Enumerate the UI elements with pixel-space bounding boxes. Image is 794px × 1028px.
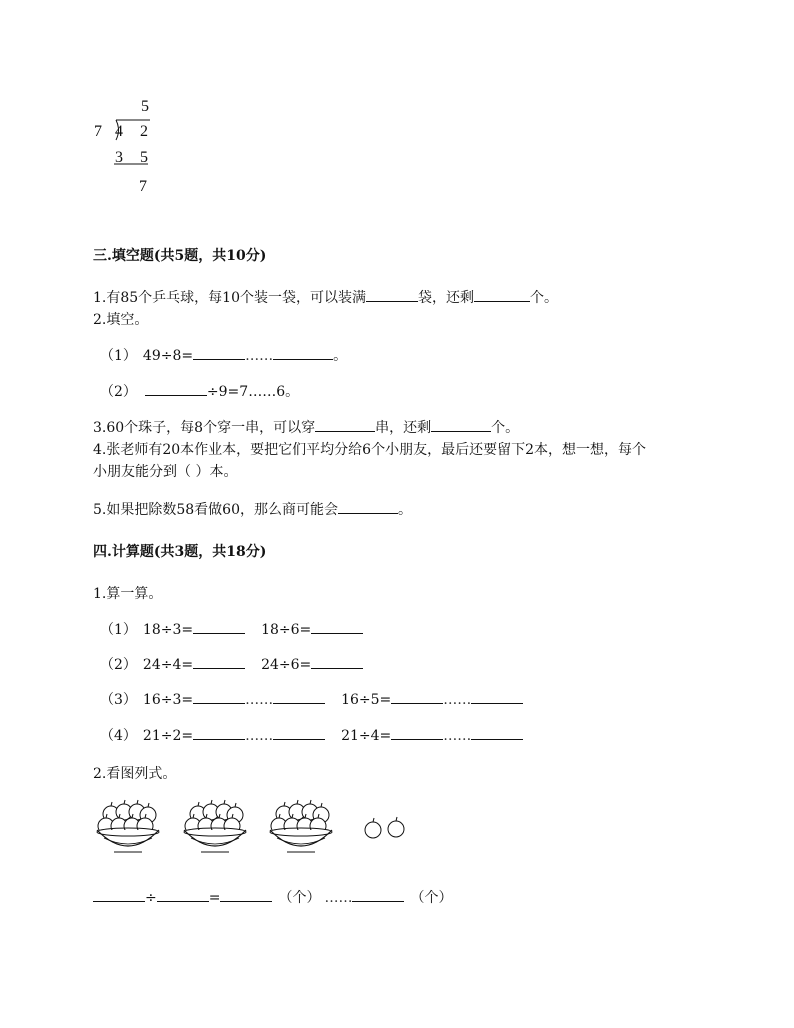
q3-5-text-a: 5.如果把除数58看做60，那么商可能会	[93, 502, 338, 518]
answer-blank[interactable]	[471, 725, 523, 740]
q4-1-title: 1.算一算。	[93, 586, 163, 602]
expression: 21÷2=	[142, 728, 194, 744]
q3-4-line1: 4.张老师有20本作业本，要把它们平均分给6个小朋友，最后还要留下2本，想一想，每个	[93, 442, 646, 458]
part-label: （4）	[100, 728, 137, 744]
q3-3	[93, 417, 519, 437]
division-dividend-tens: 4	[115, 123, 123, 140]
basket-1	[97, 800, 159, 852]
ellipsis: ……	[245, 728, 274, 744]
expression: 49÷8=	[142, 348, 194, 364]
division-bracket	[88, 96, 168, 206]
answer-blank[interactable]	[93, 887, 145, 902]
part-label: （2）	[100, 657, 137, 673]
q3-3-text-b: 串，还剩	[375, 420, 432, 436]
answer-blank[interactable]	[471, 689, 523, 704]
q3-5	[93, 499, 412, 519]
division-product-tens: 3	[115, 149, 123, 166]
part-label: （2）	[100, 384, 137, 400]
answer-blank[interactable]	[352, 887, 404, 902]
expression: 21÷4=	[341, 728, 392, 744]
q3-3-text-a: 3.60个珠子，每8个穿一串，可以穿	[93, 420, 316, 436]
unit-label: （个）	[278, 890, 321, 906]
answer-blank[interactable]	[431, 417, 491, 432]
expression: 16÷5=	[341, 692, 392, 708]
calc-row	[100, 689, 523, 709]
ellipsis: ……	[245, 692, 274, 708]
answer-blank[interactable]	[311, 654, 363, 669]
answer-blank[interactable]	[338, 499, 398, 514]
q3-2-part1	[100, 345, 347, 365]
answer-blank[interactable]	[193, 345, 245, 360]
answer-blank[interactable]	[474, 287, 530, 302]
answer-blank[interactable]	[315, 417, 375, 432]
unit-label: （个）	[410, 890, 453, 906]
expression: 18÷6=	[261, 622, 312, 638]
divide-sign: ÷	[145, 890, 157, 906]
q4-2-title: 2.看图列式。	[93, 766, 177, 782]
ellipsis: ……	[443, 692, 472, 708]
answer-blank[interactable]	[145, 381, 207, 396]
answer-blank[interactable]	[193, 654, 245, 669]
part-label: （3）	[100, 692, 137, 708]
calc-row	[100, 725, 523, 745]
part-label: （1）	[100, 622, 137, 638]
calc-row	[100, 619, 363, 639]
answer-blank[interactable]	[193, 689, 245, 704]
ellipsis: ……	[443, 728, 472, 744]
division-remainder: 7	[139, 178, 147, 195]
q4-2-formula	[93, 887, 452, 907]
division-dividend-ones: 2	[140, 123, 148, 140]
answer-blank[interactable]	[273, 725, 325, 740]
basket-2	[184, 800, 246, 852]
expression: 18÷3=	[142, 622, 194, 638]
answer-blank[interactable]	[311, 619, 363, 634]
calc-row	[100, 654, 363, 674]
expression: ÷9=7……6。	[206, 384, 300, 400]
answer-blank[interactable]	[273, 689, 325, 704]
section4-title: 四.计算题(共3题，共18分)	[93, 544, 267, 560]
answer-blank[interactable]	[193, 725, 245, 740]
q3-1-text-a: 1.有85个乒乓球，每10个装一袋，可以装满	[93, 290, 366, 306]
loose-apple	[365, 818, 381, 838]
q3-4-line2: 小朋友能分到（ ）本。	[93, 464, 238, 480]
q3-2-part2	[100, 381, 299, 401]
expression: 16÷3=	[142, 692, 194, 708]
q3-1	[93, 287, 558, 307]
answer-blank[interactable]	[220, 887, 272, 902]
q3-1-text-b: 袋，还剩	[418, 290, 474, 306]
basket-3	[270, 800, 332, 852]
ellipsis: ……	[245, 348, 274, 364]
part-label: （1）	[100, 348, 137, 364]
expression: 24÷6=	[261, 657, 312, 673]
division-divisor: 7	[94, 123, 102, 140]
expression: 24÷4=	[142, 657, 194, 673]
q3-5-text-b: 。	[398, 502, 412, 518]
answer-blank[interactable]	[157, 887, 209, 902]
q3-2-title: 2.填空。	[93, 312, 149, 328]
equals-sign: =	[208, 890, 221, 906]
answer-blank[interactable]	[391, 725, 443, 740]
division-quotient: 5	[141, 98, 149, 115]
section3-title: 三.填空题(共5题，共10分)	[93, 248, 267, 264]
answer-blank[interactable]	[193, 619, 245, 634]
ellipsis: ……	[324, 890, 353, 906]
answer-blank[interactable]	[273, 345, 333, 360]
apple-picture	[90, 798, 420, 854]
q3-3-text-c: 个。	[491, 420, 520, 436]
end-mark: 。	[333, 348, 348, 364]
answer-blank[interactable]	[366, 287, 418, 302]
division-product-ones: 5	[140, 149, 148, 166]
long-division	[88, 96, 168, 206]
loose-apple	[388, 817, 404, 837]
answer-blank[interactable]	[391, 689, 443, 704]
q3-1-text-c: 个。	[530, 290, 558, 306]
